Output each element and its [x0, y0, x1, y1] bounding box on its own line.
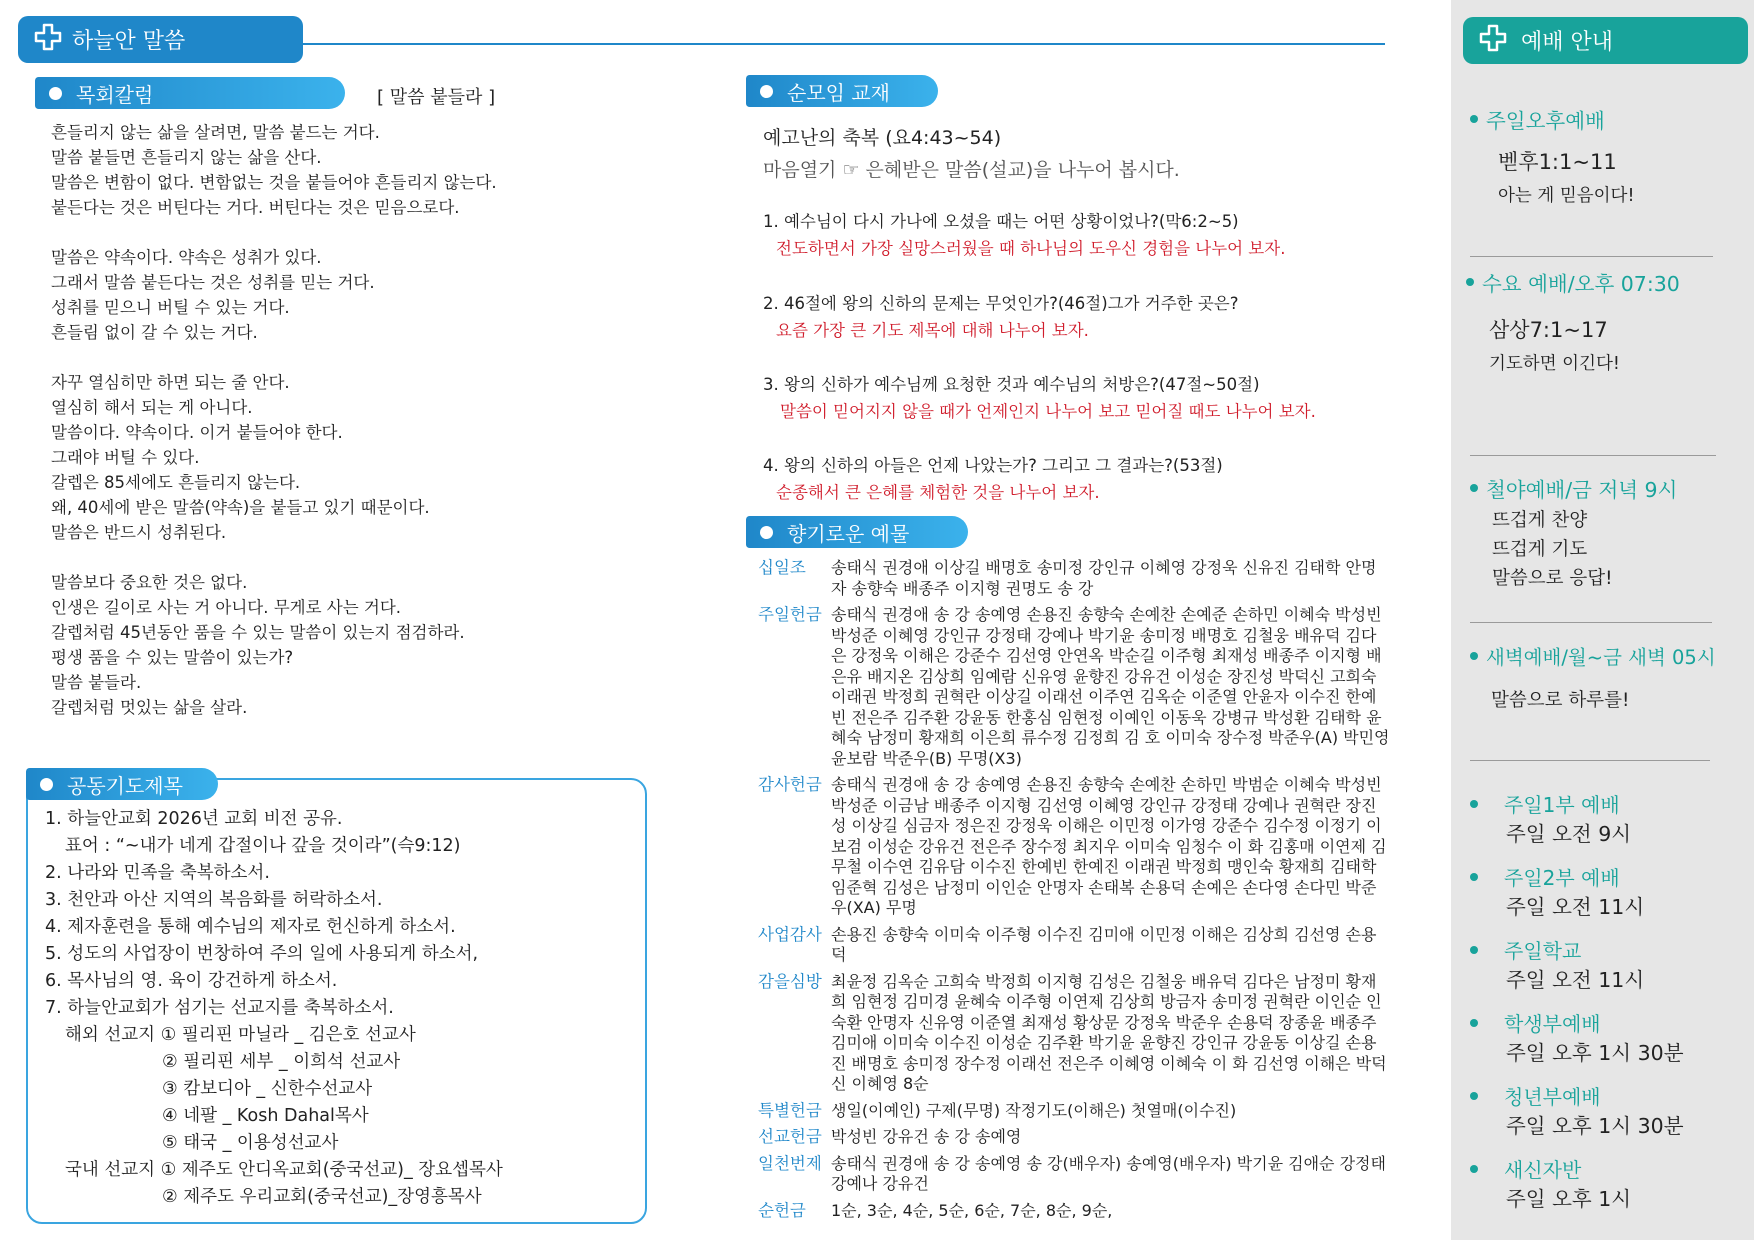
offering-names: 송태식 권경애 송 강 송예영 송 강(배우자) 송예영(배우자) 박기윤 김애순 강정태 강예나 강유건: [831, 1153, 1386, 1193]
column-line: 평생 품을 수 있는 말씀이 있는가?: [51, 648, 294, 667]
service-name-text: 주일2부 예배: [1504, 866, 1620, 890]
offering-label: 선교헌금: [758, 1127, 822, 1146]
block-line: 뜨겁게 기도: [1492, 539, 1588, 560]
header-divider: [300, 43, 1385, 45]
sidebar-block-title: [1470, 642, 1716, 670]
offering-row: [758, 558, 1390, 599]
sidebar-title: 예배 안내: [1521, 30, 1614, 55]
prayer-line: 4. 제자훈련을 통해 예수님의 제자로 헌신하게 하소서.: [45, 917, 456, 937]
answer-4: 순종해서 큰 은혜를 체험한 것을 나누어 보자.: [776, 483, 1100, 502]
bullet-icon: [49, 87, 62, 100]
column-line: 말씀은 변함이 없다. 변함없는 것을 붙들어야 흔들리지 않는다.: [51, 173, 497, 192]
offering-row: [758, 925, 1390, 966]
prayer-line: 1. 하늘안교회 2026년 교회 비전 공유.: [45, 809, 343, 829]
offering-label: 감사헌금: [758, 775, 822, 794]
sidebar-header: [1463, 17, 1748, 64]
column-subtitle: [ 말씀 붙들라 ]: [377, 87, 496, 108]
service-name-text: 주일학교: [1504, 939, 1582, 963]
column-line: 그래야 버틸 수 있다.: [51, 448, 200, 467]
offering-row: [758, 1201, 1390, 1222]
prayer-line: ⑤ 태국 _ 이용성선교사: [162, 1133, 339, 1153]
bullet-icon: [1470, 1092, 1478, 1100]
sidebar-block-title: [1470, 104, 1605, 134]
header-banner: [18, 16, 303, 63]
offering-row: [758, 1154, 1390, 1195]
cell-opening: 마음열기 ☞ 은혜받은 말씀(설교)을 나누어 봅시다.: [763, 159, 1180, 181]
offering-label: 감을심방: [758, 971, 822, 991]
offering-row: [758, 1127, 1390, 1148]
column-line: 붙든다는 것은 버틴다는 거다. 버틴다는 것은 믿음으로다.: [51, 198, 460, 217]
column-line: 말씀이다. 약속이다. 이거 붙들어야 한다.: [51, 423, 343, 442]
cell-title-pill: [746, 75, 938, 107]
block-title-text: 새벽예배/월~금 새벽 05시: [1486, 646, 1716, 669]
prayer-line: 2. 나라와 민족을 축복하소서.: [45, 863, 270, 883]
column-line: 자꾸 열심히만 하면 되는 줄 안다.: [51, 373, 290, 392]
offerings-list: [758, 558, 1390, 1227]
sidebar-divider: [1470, 760, 1710, 761]
block-line: 말씀으로 하루를!: [1491, 690, 1630, 711]
offering-names: 박성빈 강유건 송 강 송예영: [831, 1127, 1022, 1146]
block-title-text: 수요 예배/오후 07:30: [1482, 272, 1680, 296]
question-4: 4. 왕의 신하의 아들은 언제 나았는가? 그리고 그 결과는?(53절): [763, 456, 1223, 475]
service-name: [1470, 935, 1581, 964]
service-name: [1470, 862, 1620, 891]
block-title-text: 주일오후예배: [1486, 109, 1605, 133]
cell-heading: 예고난의 축복 (요4:43~54): [763, 127, 1002, 149]
offering-label: 주일헌금: [758, 605, 822, 624]
offering-row: [758, 972, 1390, 1095]
column-gap: [51, 545, 691, 570]
column-line: 인생은 길이로 사는 거 아니다. 무게로 사는 거다.: [51, 598, 402, 617]
prayer-line: 6. 목사님의 영. 육이 강건하게 하소서.: [45, 971, 338, 991]
offering-names: 송태식 권경애 송 강 송예영 손용진 송향숙 손예찬 손하민 박범순 이혜숙 박성빈 박성준 이금남 배종주 이지형 김선영 이혜영 강인규 강정태 강예나 권혁란 장진성 이상길 심금자 정은진 강정욱 이해은 이민정 이가영 강준수 김수정 이정기 이보검 이성순 강유건 전은주 장수정 최지우 이미숙 임청수 이 화 김홍매 이연제 김무철 이수연 김유담 이수진 한예빈 한예진 이래권 박정희 맹인숙 황재희 김태학 임준혁 김성은 남정미 이인순 안명자 손태복 손용덕 손예은 손다영 손다민 박준우(XA) 무명: [831, 775, 1387, 917]
service-time: 주일 오전 9시: [1506, 822, 1632, 846]
offering-names: 송태식 권경애 이상길 배명호 송미정 강인규 이혜영 강정욱 신유진 김태학 안명자 송향숙 배종주 이지형 권명도 송 강: [831, 558, 1377, 598]
prayer-title: 공동기도제목: [67, 773, 183, 798]
prayer-line: ② 필리핀 세부 _ 이희석 선교사: [162, 1052, 401, 1072]
bullet-icon: [1466, 278, 1474, 286]
bullet-icon: [760, 85, 773, 98]
column-line: 갈렙처럼 45년동안 품을 수 있는 말씀이 있는지 점검하라.: [51, 623, 465, 642]
offering-names: 생일(이예인) 구제(무명) 작정기도(이해은) 첫열매(이수진): [831, 1100, 1237, 1120]
column-line: 갈렙처럼 멋있는 삶을 살라.: [51, 698, 248, 717]
answer-3: 말씀이 믿어지지 않을 때가 언제인지 나누어 보고 믿어질 때도 나누어 보자.: [780, 402, 1316, 421]
prayer-line: ② 제주도 우리교회(중국선교)_장영흥목사: [162, 1187, 482, 1207]
service-name: [1470, 1081, 1601, 1110]
block-line: 뜨겁게 찬양: [1492, 510, 1588, 531]
block-line: 말씀으로 응답!: [1492, 568, 1613, 589]
offering-label: 순헌금: [758, 1200, 806, 1220]
service-name: [1470, 1008, 1601, 1037]
sidebar-block-title: [1470, 473, 1677, 503]
bullet-icon: [1470, 800, 1478, 808]
prayer-line: 해외 선교지 ① 필리핀 마닐라 _ 김은호 선교사: [65, 1025, 416, 1045]
service-time: 주일 오후 1시: [1506, 1187, 1632, 1211]
cell-title: 순모임 교재: [787, 80, 890, 105]
column-line: 갈렙은 85세에도 흔들리지 않는다.: [51, 473, 301, 492]
bullet-icon: [1470, 484, 1478, 492]
bullet-icon: [1470, 946, 1478, 954]
cross-icon: [1479, 24, 1507, 58]
block-line: 아는 게 믿음이다!: [1498, 186, 1635, 206]
offering-names: 손용진 송향숙 이미숙 이주형 이수진 김미애 이민정 이해은 김상희 김선영 손용덕: [831, 924, 1377, 964]
offering-names: 최윤정 김옥순 고희숙 박정희 이지형 김성은 김철웅 배유덕 김다은 남정미 황재희 임현정 김미경 윤혜숙 이주형 이연제 김상희 방금자 송미정 권혁란 이인순 인숙환 안명자 신유영 이준열 최재성 황상문 강정욱 박준우 손용덕 장종윤 배종주 김미애 이미숙 이수진 이성순 김주환 박기윤 윤향진 강인규 강윤동 이상길 손용진 배명호 송미정 장수정 이래선 전은주 이혜영 이혜숙 이 화 김선영 이해은 박덕신 이혜영 8순: [831, 971, 1387, 1093]
prayer-line: 3. 천안과 아산 지역의 복음화를 허락하소서.: [45, 890, 383, 910]
block-line: 벧후1:1~11: [1498, 150, 1617, 174]
column-line: 그래서 말씀 붙든다는 것은 성취를 믿는 거다.: [51, 273, 375, 292]
column-gap: [51, 345, 691, 370]
bullet-icon: [1470, 873, 1478, 881]
service-name-text: 주일1부 예배: [1504, 793, 1620, 817]
column-title-pill: [35, 77, 345, 109]
service-time: 주일 오전 11시: [1506, 895, 1645, 919]
block-title-text: 철야예배/금 저녁 9시: [1486, 478, 1678, 502]
column-line: 말씀은 약속이다. 약속은 성취가 있다.: [51, 248, 322, 267]
bullet-icon: [1470, 1019, 1478, 1027]
offerings-title-pill: [746, 516, 968, 548]
prayer-list: [45, 806, 645, 1211]
block-line: 삼상7:1~17: [1489, 318, 1608, 342]
column-line: 말씀은 반드시 성취된다.: [51, 523, 227, 542]
column-line: 흔들리지 않는 삶을 살려면, 말씀 붙드는 거다.: [51, 123, 380, 142]
header-title: 하늘안 말씀: [72, 29, 186, 54]
sidebar-block-title: [1466, 267, 1680, 297]
column-line: 흔들림 없이 갈 수 있는 거다.: [51, 323, 258, 342]
cross-icon: [34, 23, 62, 57]
offering-label: 일천번제: [758, 1153, 822, 1173]
offering-label: 사업감사: [758, 924, 822, 944]
prayer-line: 5. 성도의 사업장이 번창하여 주의 일에 사용되게 하소서,: [45, 944, 479, 964]
offering-names: 1순, 3순, 4순, 5순, 6순, 7순, 8순, 9순,: [831, 1200, 1113, 1220]
sidebar-divider: [1470, 622, 1712, 623]
column-line: 왜, 40세에 받은 말씀(약속)을 붙들고 있기 때문이다.: [51, 498, 430, 517]
column-line: 말씀 붙들면 흔들리지 않는 삶을 산다.: [51, 148, 322, 167]
bullet-icon: [40, 778, 53, 791]
sidebar-divider: [1470, 256, 1713, 257]
prayer-line: ④ 네팔 _ Kosh Dahal목사: [162, 1106, 369, 1126]
column-line: 말씀보다 중요한 것은 없다.: [51, 573, 248, 592]
bullet-icon: [760, 526, 773, 539]
block-line: 기도하면 이긴다!: [1489, 354, 1620, 374]
service-name-text: 새신자반: [1504, 1158, 1582, 1182]
column-gap: [51, 220, 691, 245]
service-time: 주일 오전 11시: [1506, 968, 1645, 992]
column-line: 성취를 믿으니 버틸 수 있는 거다.: [51, 298, 290, 317]
bullet-icon: [1470, 115, 1478, 123]
answer-1: 전도하면서 가장 실망스러웠을 때 하나님의 도우신 경험을 나누어 보자.: [776, 239, 1286, 258]
offering-names: 송태식 권경애 송 강 송예영 손용진 송향숙 손예찬 손예준 손하민 이혜숙 박성빈 박성준 이혜영 강인규 강정태 강예나 박기윤 송미정 배명호 김철웅 배유덕 김다은 강정욱 이해은 강준수 김선영 안연옥 박순길 이주형 최재성 배종주 이지형 배은유 배지온 김상희 임예람 신유영 윤향진 강유건 이성순 장진성 박덕신 고희숙 이래권 박정희 권혁란 이상길 이래선 이주연 김옥순 이준열 안윤자 이수진 한예빈 전은주 김주환 강윤동 한홍심 임현정 이예인 이동욱 강병규 박성환 김태학 윤혜숙 남정미 황재희 이은희 류수정 김정희 김 호 이미숙 장수정 박준우(A) 박민영 윤보람 박준우(B) 무명(X3): [831, 605, 1390, 768]
column-body: [51, 120, 691, 720]
service-name-text: 학생부예배: [1504, 1012, 1601, 1036]
column-title: 목회칼럼: [76, 82, 154, 107]
offering-row: [758, 1101, 1390, 1122]
offering-row: [758, 605, 1390, 769]
service-time: 주일 오후 1시 30분: [1506, 1114, 1684, 1138]
offerings-title: 향기로운 예물: [787, 521, 910, 546]
bullet-icon: [1470, 1165, 1478, 1173]
prayer-line: 국내 선교지 ① 제주도 안디옥교회(중국선교)_ 장요셉목사: [65, 1160, 503, 1180]
column-line: 열심히 해서 되는 게 아니다.: [51, 398, 253, 417]
sidebar-divider: [1470, 455, 1716, 456]
bullet-icon: [1470, 652, 1478, 660]
prayer-line: ③ 캄보디아 _ 신한수선교사: [162, 1079, 373, 1099]
service-name: [1470, 1154, 1581, 1183]
question-3: 3. 왕의 신하가 예수님께 요청한 것과 예수님의 처방은?(47절~50절): [763, 375, 1260, 394]
answer-2: 요즘 가장 큰 기도 제목에 대해 나누어 보자.: [776, 321, 1089, 340]
offering-label: 특별헌금: [758, 1100, 822, 1120]
prayer-line: 7. 하늘안교회가 섬기는 선교지를 축복하소서.: [45, 998, 394, 1018]
column-line: 말씀 붙들라.: [51, 673, 142, 692]
service-name-text: 청년부예배: [1504, 1085, 1601, 1109]
question-2: 2. 46절에 왕의 신하의 문제는 무엇인가?(46절)그가 거주한 곳은?: [763, 294, 1239, 313]
service-time: 주일 오후 1시 30분: [1506, 1041, 1684, 1065]
service-name: [1470, 789, 1620, 818]
prayer-line: 표어 : “~내가 네게 갑절이나 갚을 것이라”(슥9:12): [65, 836, 461, 856]
prayer-title-pill: [26, 768, 218, 800]
question-1: 1. 예수님이 다시 가나에 오셨을 때는 어떤 상황이었나?(막6:2~5): [763, 212, 1239, 231]
offering-label: 십일조: [758, 558, 806, 577]
offering-row: [758, 775, 1390, 919]
